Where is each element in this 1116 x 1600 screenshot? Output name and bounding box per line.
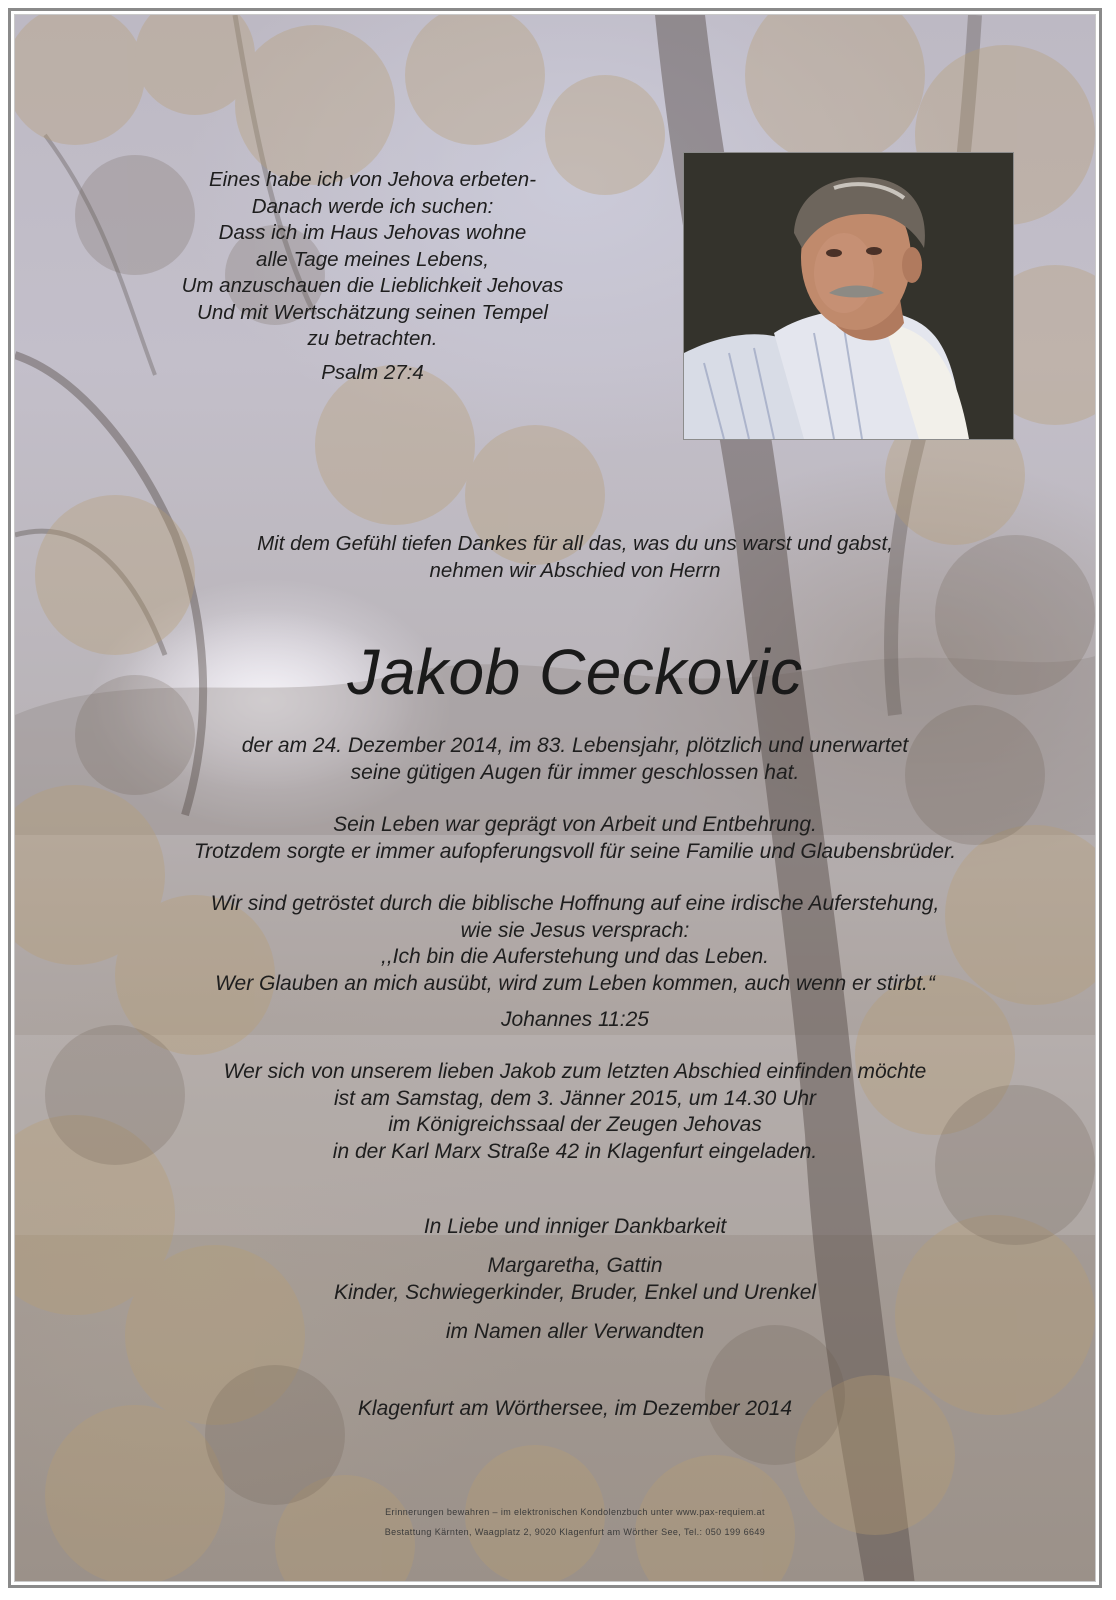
intro-line: Mit dem Gefühl tiefen Dankes für all das, was du uns warst und gabst, xyxy=(257,532,893,555)
life-line: Trotzdem sorgte er immer aufopferungsvoll für seine Familie und Glaubensbrüder. xyxy=(193,839,957,863)
mourners-list xyxy=(75,1253,1075,1306)
page-frame xyxy=(8,8,1102,1588)
invitation-line: ist am Samstag, dem 3. Jänner 2015, um 14.30 Uhr xyxy=(333,1086,817,1110)
intro-line: nehmen wir Abschied von Herrn xyxy=(429,558,721,582)
page-background xyxy=(14,14,1096,1582)
death-notice-line: seine gütigen Augen für immer geschlossen hat. xyxy=(350,760,800,784)
funeral-invitation xyxy=(75,1059,1075,1165)
farewell-intro xyxy=(75,531,1075,584)
verse-line: zu betrachten. xyxy=(307,327,438,350)
mourner-line: Kinder, Schwiegerkinder, Bruder, Enkel und Urenkel xyxy=(333,1280,817,1304)
deceased-name: Jakob Ceckovic xyxy=(347,636,803,708)
verse-line: Eines habe ich von Jehova erbeten- xyxy=(208,168,537,191)
life-line: Sein Leben war geprägt von Arbeit und Entbehrung. xyxy=(333,813,817,836)
footer-condolence-line: Erinnerungen bewahren – im elektronischen Kondolenzbuch unter www.pax-requiem.at xyxy=(385,1507,765,1517)
life-paragraph xyxy=(75,812,1075,865)
relatives-line: im Namen aller Verwandten xyxy=(445,1320,705,1343)
place-date: Klagenfurt am Wörthersee, im Dezember 2014 xyxy=(357,1397,793,1420)
invitation-line: in der Karl Marx Straße 42 in Klagenfurt eingeladen. xyxy=(332,1139,818,1163)
portrait-illustration xyxy=(684,153,1013,439)
bible-reference: Johannes 11:25 xyxy=(501,1008,649,1031)
invitation-line: Wer sich von unserem lieben Jakob zum letzten Abschied einfinden möchte xyxy=(223,1060,927,1083)
death-notice xyxy=(75,733,1075,786)
closing-greeting: In Liebe und inniger Dankbarkeit xyxy=(423,1215,727,1238)
verse-line: Dass ich im Haus Jehovas wohne xyxy=(218,221,527,244)
verse-line: alle Tage meines Lebens, xyxy=(256,247,489,271)
hope-line: Wir sind getröstet durch die biblische Hoffnung auf eine irdische Auferstehung, xyxy=(210,892,940,915)
footer-address-line: Bestattung Kärnten, Waagplatz 2, 9020 Klagenfurt am Wörther See, Tel.: 050 199 6649 xyxy=(384,1527,766,1537)
verse-line: Danach werde ich suchen: xyxy=(251,194,494,218)
psalm-reference: Psalm 27:4 xyxy=(321,361,424,384)
verse-line: Um anzuschauen die Lieblichkeit Jehovas xyxy=(181,274,564,297)
psalm-verse xyxy=(135,167,610,353)
death-notice-line: der am 24. Dezember 2014, im 83. Lebensjahr, plötzlich und unerwartet xyxy=(241,734,909,757)
hope-line: Wer Glauben an mich ausübt, wird zum Leben kommen, auch wenn er stirbt.“ xyxy=(215,971,935,995)
hope-line: wie sie Jesus versprach: xyxy=(460,918,690,942)
hope-paragraph xyxy=(75,891,1075,997)
mourner-line: Margaretha, Gattin xyxy=(487,1254,663,1277)
portrait-photo xyxy=(683,152,1014,440)
hope-line: ,,Ich bin die Auferstehung und das Leben. xyxy=(380,945,769,969)
invitation-line: im Königreichssaal der Zeugen Jehovas xyxy=(388,1113,762,1137)
verse-line: Und mit Wertschätzung seinen Tempel xyxy=(197,300,548,324)
